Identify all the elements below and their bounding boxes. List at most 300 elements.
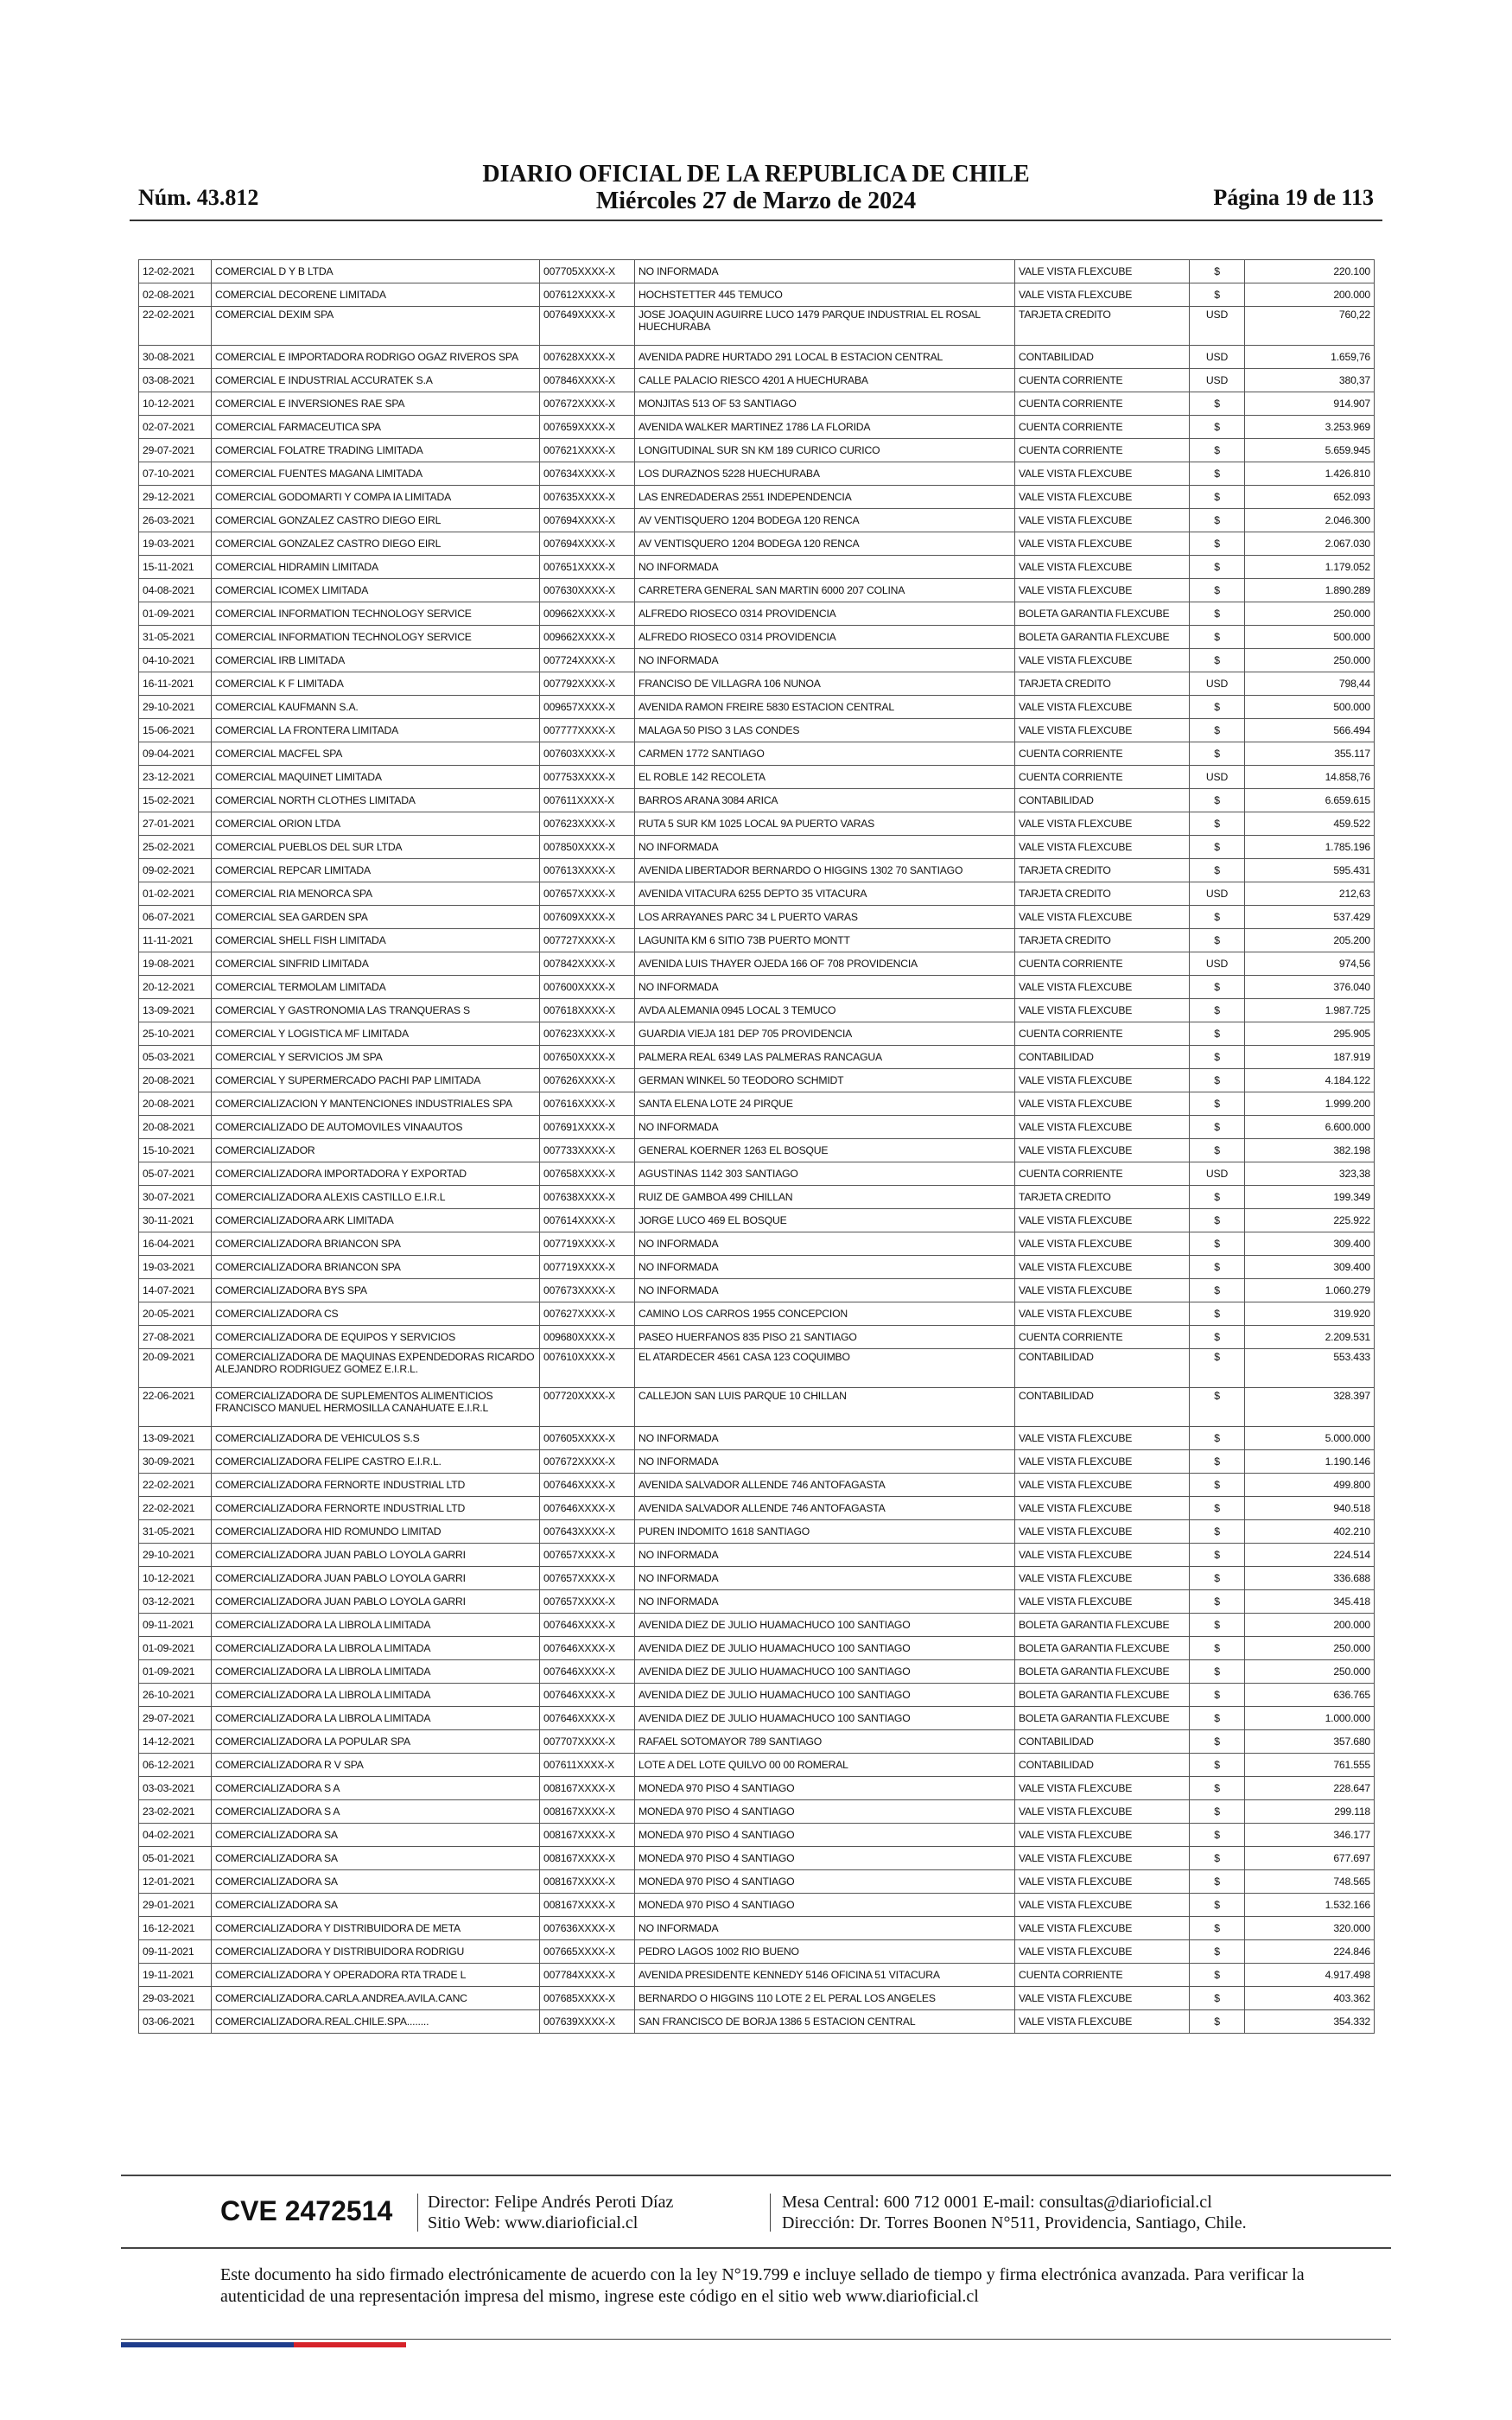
cell-date: 11-11-2021 [139,929,212,952]
cell-product: VALE VISTA FLEXCUBE [1015,1847,1190,1870]
cell-date: 23-02-2021 [139,1800,212,1824]
cell-rut: 007618XXXX-X [540,999,635,1022]
cell-address: PEDRO LAGOS 1002 RIO BUENO [635,1940,1015,1964]
footer-contact-block [782,2192,1247,2233]
cell-date: 05-01-2021 [139,1847,212,1870]
header-divider [130,220,1382,221]
cell-product: VALE VISTA FLEXCUBE [1015,260,1190,283]
cell-currency: $ [1190,392,1245,416]
table-row [139,392,1375,416]
cell-date: 20-08-2021 [139,1092,212,1116]
cell-address: LOS ARRAYANES PARC 34 L PUERTO VARAS [635,906,1015,929]
cell-company: COMERCIALIZADORA BRIANCON SPA [212,1232,540,1256]
cell-date: 12-01-2021 [139,1870,212,1894]
cell-amount: 319.920 [1245,1302,1375,1326]
cell-currency: USD [1190,346,1245,369]
cell-date: 20-05-2021 [139,1302,212,1326]
cell-amount: 652.093 [1245,486,1375,509]
cell-address: AVENIDA LIBERTADOR BERNARDO O HIGGINS 1302 70 SANTIAGO [635,859,1015,882]
table-row [139,952,1375,976]
cell-date: 16-04-2021 [139,1232,212,1256]
cell-rut: 007657XXXX-X [540,1590,635,1614]
cell-date: 27-01-2021 [139,812,212,836]
cell-company: COMERCIAL MAQUINET LIMITADA [212,766,540,789]
table-row [139,283,1375,307]
cell-product: TARJETA CREDITO [1015,929,1190,952]
cell-currency: $ [1190,1046,1245,1069]
cell-currency: $ [1190,579,1245,602]
page-header [138,161,1374,213]
cell-company: COMERCIAL SEA GARDEN SPA [212,906,540,929]
cell-product: VALE VISTA FLEXCUBE [1015,1590,1190,1614]
table-row [139,1022,1375,1046]
cell-date: 19-11-2021 [139,1964,212,1987]
table-row [139,1870,1375,1894]
cell-amount: 224.846 [1245,1940,1375,1964]
cell-date: 15-02-2021 [139,789,212,812]
cell-address: AVENIDA DIEZ DE JULIO HUAMACHUCO 100 SANTIAGO [635,1614,1015,1637]
cell-amount: 677.697 [1245,1847,1375,1870]
cell-company: COMERCIALIZADORA FELIPE CASTRO E.I.R.L. [212,1450,540,1474]
cell-address: MONEDA 970 PISO 4 SANTIAGO [635,1777,1015,1800]
table-row [139,346,1375,369]
cell-company: COMERCIALIZADORA DE SUPLEMENTOS ALIMENTICIOS FRANCISCO MANUEL HERMOSILLA CANAHUATE E.I.R.L [212,1388,540,1427]
cell-company: COMERCIALIZADORA ALEXIS CASTILLO E.I.R.L [212,1186,540,1209]
cell-address: NO INFORMADA [635,1232,1015,1256]
cell-amount: 595.431 [1245,859,1375,882]
cell-product: CUENTA CORRIENTE [1015,416,1190,439]
cell-date: 19-03-2021 [139,532,212,556]
cell-currency: $ [1190,1894,1245,1917]
cell-product: VALE VISTA FLEXCUBE [1015,1520,1190,1544]
cell-address: RUTA 5 SUR KM 1025 LOCAL 9A PUERTO VARAS [635,812,1015,836]
table-row [139,1302,1375,1326]
cell-date: 29-07-2021 [139,1707,212,1730]
table-row [139,1069,1375,1092]
cell-address: NO INFORMADA [635,1256,1015,1279]
table-row [139,1388,1375,1427]
table-row [139,1427,1375,1450]
cell-rut: 007611XXXX-X [540,1754,635,1777]
cell-date: 26-03-2021 [139,509,212,532]
cell-amount: 228.647 [1245,1777,1375,1800]
table-row [139,1660,1375,1684]
cell-company: COMERCIAL DECORENE LIMITADA [212,283,540,307]
table-row [139,260,1375,283]
cell-date: 15-06-2021 [139,719,212,742]
cell-rut: 008167XXXX-X [540,1847,635,1870]
cell-amount: 1.659,76 [1245,346,1375,369]
table-row [139,672,1375,696]
table-row [139,1092,1375,1116]
table-row [139,1520,1375,1544]
cell-company: COMERCIALIZADORA HID ROMUNDO LIMITAD [212,1520,540,1544]
cell-currency: $ [1190,649,1245,672]
table-row [139,812,1375,836]
cell-currency: $ [1190,1567,1245,1590]
cell-address: EL ROBLE 142 RECOLETA [635,766,1015,789]
cell-currency: USD [1190,307,1245,346]
cell-rut: 007600XXXX-X [540,976,635,999]
cell-company: COMERCIAL PUEBLOS DEL SUR LTDA [212,836,540,859]
cell-currency: $ [1190,1497,1245,1520]
cell-date: 04-02-2021 [139,1824,212,1847]
cell-date: 16-12-2021 [139,1917,212,1940]
cell-product: VALE VISTA FLEXCUBE [1015,649,1190,672]
cell-address: MONEDA 970 PISO 4 SANTIAGO [635,1894,1015,1917]
cell-date: 16-11-2021 [139,672,212,696]
cell-date: 31-05-2021 [139,1520,212,1544]
cell-product: CUENTA CORRIENTE [1015,1162,1190,1186]
page-number: Página 19 de 113 [1213,185,1374,210]
table-row [139,2010,1375,2034]
cell-product: VALE VISTA FLEXCUBE [1015,1894,1190,1917]
cell-date: 19-03-2021 [139,1256,212,1279]
cell-date: 30-09-2021 [139,1450,212,1474]
cell-rut: 007846XXXX-X [540,369,635,392]
cell-amount: 250.000 [1245,1637,1375,1660]
cell-currency: $ [1190,1614,1245,1637]
cell-currency: $ [1190,1544,1245,1567]
cell-currency: $ [1190,1964,1245,1987]
cell-rut: 007657XXXX-X [540,1544,635,1567]
website[interactable]: Sitio Web: www.diarioficial.cl [428,2213,638,2232]
cell-product: VALE VISTA FLEXCUBE [1015,1870,1190,1894]
cell-address: AVENIDA LUIS THAYER OJEDA 166 OF 708 PROVIDENCIA [635,952,1015,976]
cell-currency: $ [1190,1707,1245,1730]
cell-product: VALE VISTA FLEXCUBE [1015,906,1190,929]
cell-rut: 007628XXXX-X [540,346,635,369]
flag-red-segment [294,2342,406,2347]
cell-amount: 309.400 [1245,1232,1375,1256]
cell-product: VALE VISTA FLEXCUBE [1015,1567,1190,1590]
cell-rut: 007665XXXX-X [540,1940,635,1964]
cell-date: 10-12-2021 [139,392,212,416]
cell-address: NO INFORMADA [635,260,1015,283]
cell-rut: 007646XXXX-X [540,1497,635,1520]
cell-product: VALE VISTA FLEXCUBE [1015,1777,1190,1800]
table-row [139,532,1375,556]
cell-product: VALE VISTA FLEXCUBE [1015,509,1190,532]
cell-amount: 459.522 [1245,812,1375,836]
cell-currency: $ [1190,1450,1245,1474]
cell-currency: $ [1190,260,1245,283]
cell-rut: 009680XXXX-X [540,1326,635,1349]
cell-currency: $ [1190,416,1245,439]
cell-currency: $ [1190,1777,1245,1800]
cell-product: CONTABILIDAD [1015,1388,1190,1427]
cell-company: COMERCIALIZADORA S A [212,1777,540,1800]
table-row [139,462,1375,486]
cell-company: COMERCIALIZADORA DE MAQUINAS EXPENDEDORAS RICARDO ALEJANDRO RODRIGUEZ GOMEZ E.I.R.L. [212,1349,540,1388]
table-row [139,1279,1375,1302]
cell-rut: 007646XXXX-X [540,1474,635,1497]
cell-company: COMERCIALIZADORA Y DISTRIBUIDORA DE META [212,1917,540,1940]
cell-amount: 636.765 [1245,1684,1375,1707]
cell-address: BARROS ARANA 3084 ARICA [635,789,1015,812]
cell-date: 22-06-2021 [139,1388,212,1427]
cell-rut: 007657XXXX-X [540,882,635,906]
cell-currency: $ [1190,836,1245,859]
table-body [139,260,1375,2034]
cell-company: COMERCIAL IRB LIMITADA [212,649,540,672]
cell-amount: 1.999.200 [1245,1092,1375,1116]
cell-date: 03-06-2021 [139,2010,212,2034]
cell-address: CAMINO LOS CARROS 1955 CONCEPCION [635,1302,1015,1326]
cell-rut: 007672XXXX-X [540,392,635,416]
cell-address: MONEDA 970 PISO 4 SANTIAGO [635,1824,1015,1847]
cell-product: VALE VISTA FLEXCUBE [1015,976,1190,999]
table-row [139,696,1375,719]
cell-currency: $ [1190,283,1245,307]
table-row [139,626,1375,649]
cell-rut: 007646XXXX-X [540,1707,635,1730]
table-row [139,1232,1375,1256]
cell-address: SAN FRANCISCO DE BORJA 1386 5 ESTACION CENTRAL [635,2010,1015,2034]
cell-address: LAS ENREDADERAS 2551 INDEPENDENCIA [635,486,1015,509]
cell-date: 03-08-2021 [139,369,212,392]
cell-amount: 3.253.969 [1245,416,1375,439]
cell-amount: 1.060.279 [1245,1279,1375,1302]
table-row [139,416,1375,439]
cell-currency: $ [1190,859,1245,882]
cell-date: 23-12-2021 [139,766,212,789]
cell-company: COMERCIAL NORTH CLOTHES LIMITADA [212,789,540,812]
cell-date: 30-07-2021 [139,1186,212,1209]
cell-company: COMERCIAL E INVERSIONES RAE SPA [212,392,540,416]
cell-product: VALE VISTA FLEXCUBE [1015,1209,1190,1232]
cell-currency: $ [1190,1660,1245,1684]
cell-rut: 007636XXXX-X [540,1917,635,1940]
footer-divider-bottom [121,2339,1391,2340]
cell-rut: 007603XXXX-X [540,742,635,766]
cell-date: 02-07-2021 [139,416,212,439]
cell-address: AV VENTISQUERO 1204 BODEGA 120 RENCA [635,509,1015,532]
cell-currency: $ [1190,1940,1245,1964]
table-row [139,369,1375,392]
cell-address: AVENIDA RAMON FREIRE 5830 ESTACION CENTRAL [635,696,1015,719]
cell-currency: USD [1190,952,1245,976]
deposits-table [138,259,1375,2034]
cell-product: CONTABILIDAD [1015,789,1190,812]
cell-currency: $ [1190,1302,1245,1326]
cell-amount: 328.397 [1245,1388,1375,1427]
cell-amount: 1.000.000 [1245,1707,1375,1730]
cell-amount: 402.210 [1245,1520,1375,1544]
table-row [139,766,1375,789]
footer-separator [417,2194,418,2232]
cell-currency: USD [1190,369,1245,392]
cell-amount: 1.426.810 [1245,462,1375,486]
cell-product: VALE VISTA FLEXCUBE [1015,1800,1190,1824]
cell-rut: 007673XXXX-X [540,1279,635,1302]
cell-address: NO INFORMADA [635,976,1015,999]
masthead [138,161,1374,214]
cell-address: ALFREDO RIOSECO 0314 PROVIDENCIA [635,602,1015,626]
cell-rut: 007609XXXX-X [540,906,635,929]
cell-company: COMERCIAL KAUFMANN S.A. [212,696,540,719]
cell-company: COMERCIAL RIA MENORCA SPA [212,882,540,906]
chile-flag-stripe [121,2342,406,2347]
cell-company: COMERCIALIZADORA FERNORTE INDUSTRIAL LTD [212,1497,540,1520]
table-row [139,742,1375,766]
cell-amount: 760,22 [1245,307,1375,346]
cell-amount: 1.785.196 [1245,836,1375,859]
cell-company: COMERCIALIZADORA CS [212,1302,540,1326]
cell-rut: 007850XXXX-X [540,836,635,859]
cell-product: VALE VISTA FLEXCUBE [1015,1544,1190,1567]
cell-address: ALFREDO RIOSECO 0314 PROVIDENCIA [635,626,1015,649]
cell-product: VALE VISTA FLEXCUBE [1015,1450,1190,1474]
cell-product: VALE VISTA FLEXCUBE [1015,1474,1190,1497]
cell-rut: 007650XXXX-X [540,1046,635,1069]
cell-address: AVENIDA PRESIDENTE KENNEDY 5146 OFICINA 51 VITACURA [635,1964,1015,1987]
cell-company: COMERCIALIZADORA SA [212,1847,540,1870]
cell-date: 30-11-2021 [139,1209,212,1232]
cell-amount: 199.349 [1245,1186,1375,1209]
cell-date: 05-03-2021 [139,1046,212,1069]
cell-currency: $ [1190,906,1245,929]
cell-amount: 1.987.725 [1245,999,1375,1022]
cell-date: 05-07-2021 [139,1162,212,1186]
cell-currency: $ [1190,1388,1245,1427]
cell-address: NO INFORMADA [635,1567,1015,1590]
cell-rut: 007638XXXX-X [540,1186,635,1209]
table-row [139,1450,1375,1474]
cell-rut: 007630XXXX-X [540,579,635,602]
cell-rut: 007611XXXX-X [540,789,635,812]
cell-currency: USD [1190,766,1245,789]
cell-rut: 007621XXXX-X [540,439,635,462]
cell-amount: 345.418 [1245,1590,1375,1614]
cell-company: COMERCIALIZADORA ARK LIMITADA [212,1209,540,1232]
cell-date: 29-03-2021 [139,1987,212,2010]
cell-company: COMERCIALIZACION Y MANTENCIONES INDUSTRIALES SPA [212,1092,540,1116]
cell-date: 04-08-2021 [139,579,212,602]
director-name: Director: Felipe Andrés Peroti Díaz [428,2193,674,2212]
footer-separator [770,2194,771,2232]
cell-rut: 007627XXXX-X [540,1302,635,1326]
cell-product: TARJETA CREDITO [1015,1186,1190,1209]
cell-currency: USD [1190,672,1245,696]
table-row [139,1940,1375,1964]
table-row [139,1209,1375,1232]
cell-address: LONGITUDINAL SUR SN KM 189 CURICO CURICO [635,439,1015,462]
cell-product: TARJETA CREDITO [1015,882,1190,906]
cell-address: NO INFORMADA [635,1116,1015,1139]
table-row [139,1256,1375,1279]
table-row [139,719,1375,742]
table-row [139,1162,1375,1186]
cell-product: VALE VISTA FLEXCUBE [1015,812,1190,836]
cell-company: COMERCIALIZADORA R V SPA [212,1754,540,1777]
cell-company: COMERCIAL GODOMARTI Y COMPA IA LIMITADA [212,486,540,509]
cell-product: CUENTA CORRIENTE [1015,1022,1190,1046]
cell-amount: 220.100 [1245,260,1375,283]
cell-currency: $ [1190,976,1245,999]
cell-company: COMERCIAL DEXIM SPA [212,307,540,346]
cell-date: 22-02-2021 [139,1497,212,1520]
cell-date: 30-08-2021 [139,346,212,369]
cell-company: COMERCIALIZADO DE AUTOMOVILES VINAAUTOS [212,1116,540,1139]
cell-company: COMERCIAL Y LOGISTICA MF LIMITADA [212,1022,540,1046]
cell-address: HOCHSTETTER 445 TEMUCO [635,283,1015,307]
cell-company: COMERCIALIZADORA JUAN PABLO LOYOLA GARRI [212,1590,540,1614]
cell-product: VALE VISTA FLEXCUBE [1015,1279,1190,1302]
cell-currency: $ [1190,1279,1245,1302]
cell-currency: $ [1190,2010,1245,2034]
cell-rut: 007616XXXX-X [540,1092,635,1116]
cell-address: AVENIDA VITACURA 6255 DEPTO 35 VITACURA [635,882,1015,906]
cell-date: 09-11-2021 [139,1614,212,1637]
cell-currency: USD [1190,882,1245,906]
cell-company: COMERCIALIZADORA.CARLA.ANDREA.AVILA.CANC [212,1987,540,2010]
flag-blue-segment [121,2342,294,2347]
cell-product: CUENTA CORRIENTE [1015,952,1190,976]
table-row [139,1186,1375,1209]
cell-currency: $ [1190,1326,1245,1349]
cell-address: MONJITAS 513 OF 53 SANTIAGO [635,392,1015,416]
cell-rut: 007659XXXX-X [540,416,635,439]
cell-product: VALE VISTA FLEXCUBE [1015,696,1190,719]
cell-date: 06-07-2021 [139,906,212,929]
cell-currency: $ [1190,1256,1245,1279]
cell-address: AVDA ALEMANIA 0945 LOCAL 3 TEMUCO [635,999,1015,1022]
cell-date: 20-09-2021 [139,1349,212,1388]
issue-number: Núm. 43.812 [138,185,259,210]
cell-rut: 007635XXXX-X [540,486,635,509]
cell-currency: $ [1190,1684,1245,1707]
cell-amount: 376.040 [1245,976,1375,999]
cell-date: 07-10-2021 [139,462,212,486]
cell-amount: 6.659.615 [1245,789,1375,812]
cell-address: NO INFORMADA [635,1544,1015,1567]
cell-company: COMERCIAL HIDRAMIN LIMITADA [212,556,540,579]
cell-amount: 346.177 [1245,1824,1375,1847]
cell-product: VALE VISTA FLEXCUBE [1015,836,1190,859]
table-row [139,1987,1375,2010]
cell-address: CALLE PALACIO RIESCO 4201 A HUECHURABA [635,369,1015,392]
cell-company: COMERCIALIZADORA BYS SPA [212,1279,540,1302]
cell-product: TARJETA CREDITO [1015,859,1190,882]
cell-product: TARJETA CREDITO [1015,307,1190,346]
table-row [139,1139,1375,1162]
table-row [139,556,1375,579]
cell-currency: $ [1190,1730,1245,1754]
cell-address: MONEDA 970 PISO 4 SANTIAGO [635,1800,1015,1824]
cell-rut: 007657XXXX-X [540,1567,635,1590]
cell-product: BOLETA GARANTIA FLEXCUBE [1015,626,1190,649]
cell-address: JOSE JOAQUIN AGUIRRE LUCO 1479 PARQUE INDUSTRIAL EL ROSAL HUECHURABA [635,307,1015,346]
cell-product: TARJETA CREDITO [1015,672,1190,696]
cell-date: 03-12-2021 [139,1590,212,1614]
cell-product: VALE VISTA FLEXCUBE [1015,462,1190,486]
cell-date: 04-10-2021 [139,649,212,672]
cell-company: COMERCIALIZADORA Y DISTRIBUIDORA RODRIGU [212,1940,540,1964]
cell-address: JORGE LUCO 469 EL BOSQUE [635,1209,1015,1232]
cell-rut: 007705XXXX-X [540,260,635,283]
cell-rut: 007753XXXX-X [540,766,635,789]
table-row [139,789,1375,812]
cell-rut: 007792XXXX-X [540,672,635,696]
cell-address: AVENIDA DIEZ DE JULIO HUAMACHUCO 100 SANTIAGO [635,1637,1015,1660]
cell-product: CONTABILIDAD [1015,1349,1190,1388]
cell-rut: 007784XXXX-X [540,1964,635,1987]
cell-company: COMERCIALIZADORA SA [212,1894,540,1917]
cell-rut: 007651XXXX-X [540,556,635,579]
cell-address: LAGUNITA KM 6 SITIO 73B PUERTO MONTT [635,929,1015,952]
cell-address: GUARDIA VIEJA 181 DEP 705 PROVIDENCIA [635,1022,1015,1046]
